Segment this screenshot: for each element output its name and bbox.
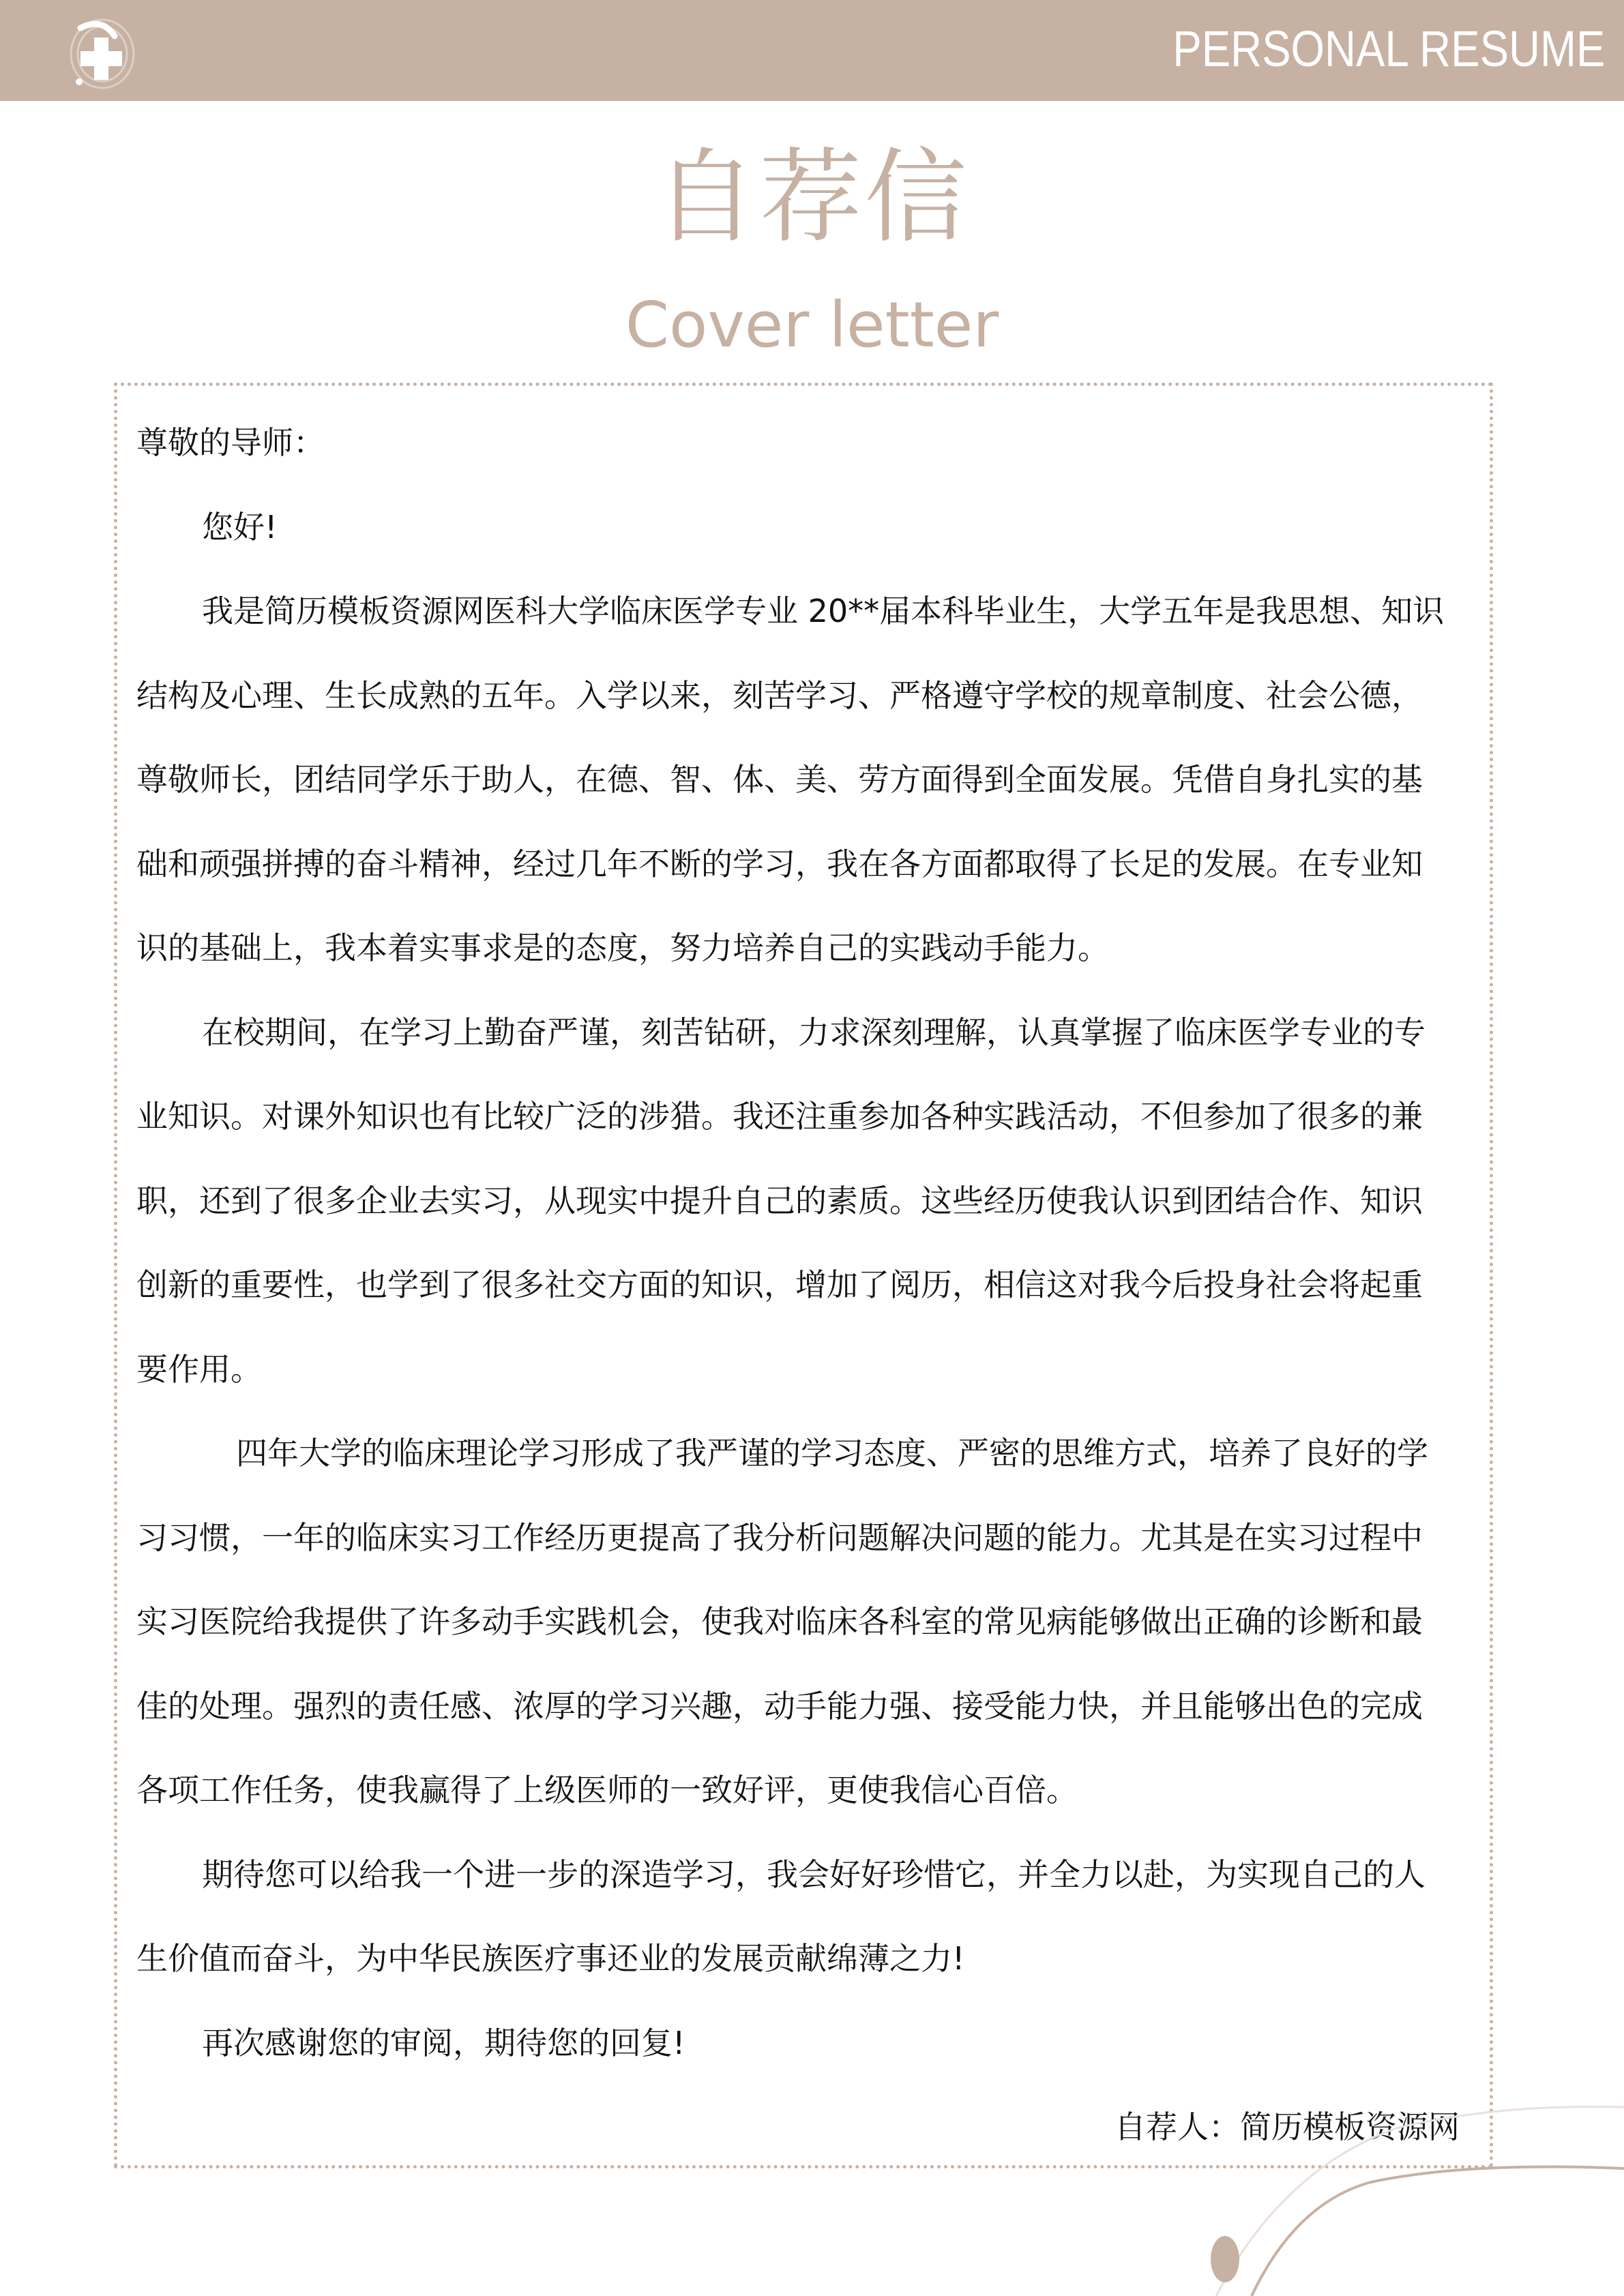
paragraph-line: 识的基础上，我本着实事求是的态度，努力培养自己的实践动手能力。 bbox=[136, 929, 1109, 966]
paragraph-line: 要作用。 bbox=[136, 1350, 262, 1388]
letter-body bbox=[136, 401, 1473, 2170]
paragraph-line: 尊敬师长，团结同学乐于助人，在德、智、体、美、劳方面得到全面发展。凭借自身扎实的基 bbox=[136, 761, 1423, 798]
paragraph-line: 各项工作任务，使我赢得了上级医师的一致好评，更使我信心百倍。 bbox=[136, 1772, 1078, 1808]
greeting: 您好! bbox=[202, 508, 278, 546]
paragraph-1 bbox=[136, 569, 1473, 991]
paragraph-line: 实习医院给我提供了许多动手实践机会，使我对临床各科室的常见病能够做出正确的诊断和最 bbox=[136, 1603, 1423, 1640]
paragraph-line: 业知识。对课外知识也有比较广泛的涉猎。我还注重参加各种实践活动，不但参加了很多的兼 bbox=[136, 1098, 1423, 1135]
paragraph-line: 四年大学的临床理论学习形成了我严谨的学习态度、严密的思维方式，培养了良好的学 bbox=[236, 1435, 1428, 1472]
closing-line: 再次感谢您的审阅，期待您的回复! bbox=[202, 2024, 685, 2061]
paragraph-3 bbox=[136, 1412, 1473, 1833]
paragraph-line: 础和顽强拼搏的奋斗精神，经过几年不断的学习，我在各方面都取得了长足的发展。在专业知 bbox=[136, 845, 1423, 882]
header-band bbox=[0, 0, 1624, 101]
medical-cross-icon bbox=[61, 10, 143, 92]
paragraph-2 bbox=[136, 991, 1473, 1412]
page-title-english: Cover letter bbox=[625, 288, 999, 361]
salutation: 尊敬的导师： bbox=[136, 424, 325, 461]
paragraph-line: 结构及心理、生长成熟的五年。入学以来，刻苦学习、严格遵守学校的规章制度、社会公德， bbox=[136, 676, 1423, 714]
signature: 自荐人：简历模板资源网 bbox=[1114, 2108, 1460, 2145]
page-title-chinese: 自荐信 bbox=[654, 138, 970, 257]
paragraph-line: 期待您可以给我一个进一步的深造学习，我会好好珍惜它，并全力以赴，为实现自己的人 bbox=[202, 1855, 1426, 1893]
paragraph-4 bbox=[136, 1833, 1473, 2001]
paragraph-line: 佳的处理。强烈的责任感、浓厚的学习兴趣，动手能力强、接受能力快，并且能够出色的完成 bbox=[136, 1687, 1423, 1725]
paragraph-line: 生价值而奋斗，为中华民族医疗事还业的发展贡献绵薄之力! bbox=[136, 1940, 965, 1977]
header-title: PERSONAL RESUME bbox=[1172, 20, 1605, 77]
paragraph-line: 职，还到了很多企业去实习，从现实中提升自己的素质。这些经历使我认识到团结合作、知识 bbox=[136, 1182, 1423, 1219]
paragraph-line: 我是简历模板资源网医科大学临床医学专业 20**届本科毕业生，大学五年是我思想、知识 bbox=[202, 593, 1445, 629]
decorative-dot bbox=[1211, 2236, 1239, 2282]
paragraph-line: 创新的重要性，也学到了很多社交方面的知识，增加了阅历，相信这对我今后投身社会将起重 bbox=[136, 1266, 1423, 1303]
paragraph-line: 习习惯，一年的临床实习工作经历更提高了我分析问题解决问题的能力。尤其是在实习过程中 bbox=[136, 1519, 1423, 1556]
paragraph-line: 在校期间，在学习上勤奋严谨，刻苦钻研，力求深刻理解，认真掌握了临床医学专业的专 bbox=[202, 1013, 1426, 1051]
